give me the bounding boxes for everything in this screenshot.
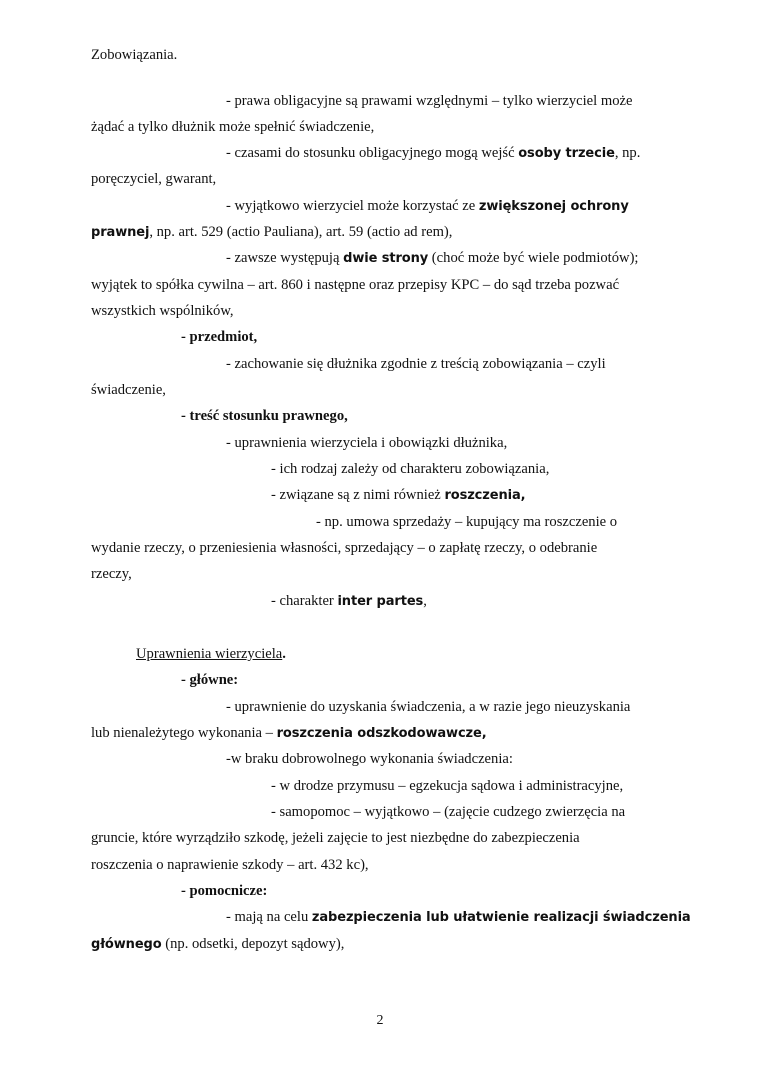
heading-glowne: - główne: [181,672,239,688]
section-heading: Uprawnienia wierzyciela. [136,646,286,662]
bold-term: roszczenia odszkodowawcze, [276,726,487,741]
heading-przedmiot: - przedmiot, [181,329,258,345]
text-line: - ich rodzaj zależy od charakteru zobowiązania, [271,461,550,477]
text-line: roszczenia o naprawienie szkody – art. 432 kc), [91,857,369,873]
text-line: - zachowanie się dłużnika zgodnie z treścią zobowiązania – czyli [226,356,606,372]
text-line: - prawa obligacyjne są prawami względnymi – tylko wierzyciel może [226,93,633,109]
text-line: - zawsze występują dwie strony (choć może być wiele podmiotów); [226,250,639,266]
text-line: rzeczy, [91,566,132,582]
bold-term: zwiększonej ochrony [478,199,629,214]
text-line: - w drodze przymusu – egzekucja sądowa i administracyjne, [271,778,624,794]
text-line: - uprawnienia wierzyciela i obowiązki dłużnika, [226,435,508,451]
text-line: żądać a tylko dłużnik może spełnić świadczenie, [91,119,375,135]
text-line: poręczyciel, gwarant, [91,171,217,187]
bold-term: inter partes [337,594,424,609]
bold-term: głównego [91,937,162,952]
text-line: głównego (np. odsetki, depozyt sądowy), [91,936,345,952]
text-line: - charakter inter partes, [271,593,427,609]
text-line: wszystkich wspólników, [91,303,234,319]
bold-term: dwie strony [343,251,429,266]
text-line: świadczenie, [91,382,166,398]
heading-tresc: - treść stosunku prawnego, [181,408,348,424]
text-line: - związane są z nimi również roszczenia, [271,487,526,503]
text-line: - wyjątkowo wierzyciel może korzystać ze zwiększonej ochrony [226,198,629,214]
text-line: -w braku dobrowolnego wykonania świadczenia: [226,751,513,767]
text-line: gruncie, które wyrządziło szkodę, jeżeli zajęcie to jest niezbędne do zabezpieczenia [91,830,580,846]
text-line: prawnej, np. art. 529 (actio Pauliana), art. 59 (actio ad rem), [91,224,453,240]
text-line: wydanie rzeczy, o przeniesienia własności, sprzedający – o zapłatę rzeczy, o odebranie [91,540,598,556]
text-line: - samopomoc – wyjątkowo – (zajęcie cudzego zwierzęcia na [271,804,626,820]
text-line: - czasami do stosunku obligacyjnego mogą wejść osoby trzecie, np. [226,145,641,161]
bold-term: osoby trzecie [518,146,615,161]
text-line: - uprawnienie do uzyskania świadczenia, a w razie jego nieuzyskania [226,699,631,715]
bold-term: prawnej [91,225,150,240]
heading-pomocnicze: - pomocnicze: [181,883,268,899]
text-line: Zobowiązania. [91,47,178,63]
text-line: lub nienależytego wykonania – roszczenia odszkodowawcze, [91,725,487,741]
bold-term: roszczenia, [444,488,526,503]
bold-term: zabezpieczenia lub ułatwienie realizacji świadczenia [311,910,691,925]
text-line: - np. umowa sprzedaży – kupujący ma roszczenie o [316,514,618,530]
page-number: 2 [376,1013,384,1028]
text-line: wyjątek to spółka cywilna – art. 860 i następne oraz przepisy KPC – do sąd trzeba pozwać [91,277,620,293]
text-line: - mają na celu zabezpieczenia lub ułatwienie realizacji świadczenia [226,909,691,925]
